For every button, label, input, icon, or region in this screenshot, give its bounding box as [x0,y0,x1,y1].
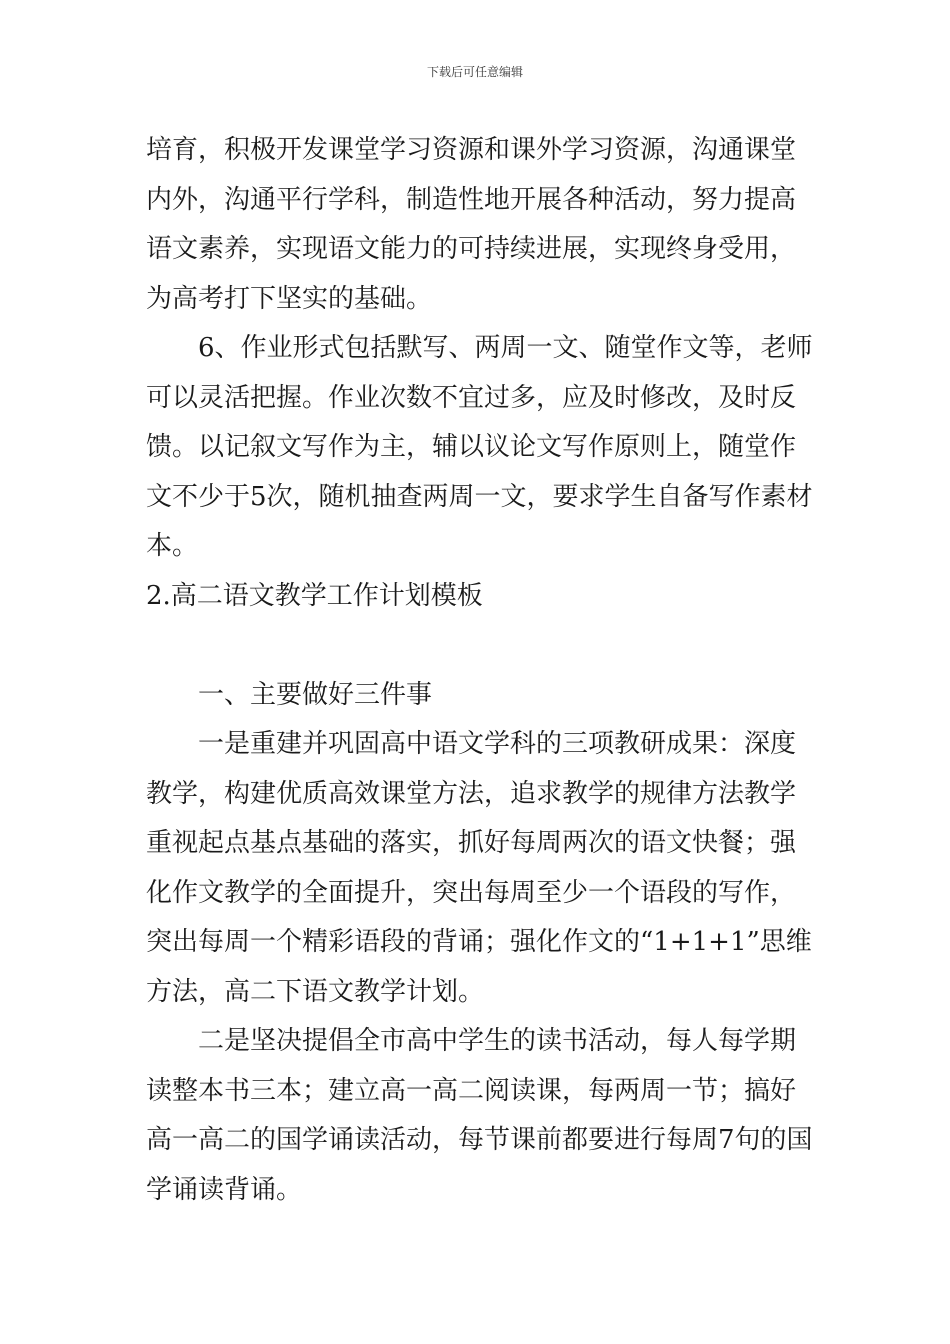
paragraph-line: 高一高二的国学诵读活动，每节课前都要进行每周7句的国 [146,1125,813,1155]
paragraph-line: 语文素养，实现语文能力的可持续进展，实现终身受用， [146,234,797,264]
paragraph-line: 6、作业形式包括默写、两周一文、随堂作文等，老师 [198,333,813,363]
paragraph-line: 二是坚决提倡全市高中学生的读书活动，每人每学期 [198,1026,797,1056]
paragraph-line: 馈。以记叙文写作为主，辅以议论文写作原则上，随堂作 [146,432,797,462]
paragraph-line: 读整本书三本；建立高一高二阅读课，每两周一节；搞好 [146,1075,797,1106]
paragraph-line: 可以灵活把握。作业次数不宜过多，应及时修改，及时反 [146,382,797,413]
paragraph-line: 突出每周一个精彩语段的背诵；强化作文的“1+1+1”思维 [146,927,812,957]
subsection-heading: 一、主要做好三件事 [198,679,433,710]
paragraph-line: 方法，高二下语文教学计划。 [146,976,485,1007]
paragraph-line: 教学，构建优质高效课堂方法，追求教学的规律方法教学 [146,778,797,809]
paragraph-line: 文不少于5次，随机抽查两周一文，要求学生自备写作素材 [146,481,813,512]
document-body [146,126,811,1215]
paragraph-line: 培育，积极开发课堂学习资源和课外学习资源，沟通课堂 [146,135,797,165]
paragraph-line: 本。 [146,531,199,561]
paragraph-line: 一是重建并巩固高中语文学科的三项教研成果：深度 [198,729,797,759]
paragraph-line: 内外，沟通平行学科，制造性地开展各种活动，努力提高 [146,184,797,215]
blank-line [146,621,811,671]
paragraph-line: 重视起点基点基础的落实，抓好每周两次的语文快餐；强 [146,828,797,858]
section-heading: 2.高二语文教学工作计划模板 [146,580,483,611]
paragraph-line: 学诵读背诵。 [146,1174,303,1205]
paragraph-line: 为高考打下坚实的基础。 [146,283,433,314]
page-header: 下载后可任意编辑 [426,65,523,79]
paragraph-line: 化作文教学的全面提升，突出每周至少一个语段的写作， [146,877,797,908]
